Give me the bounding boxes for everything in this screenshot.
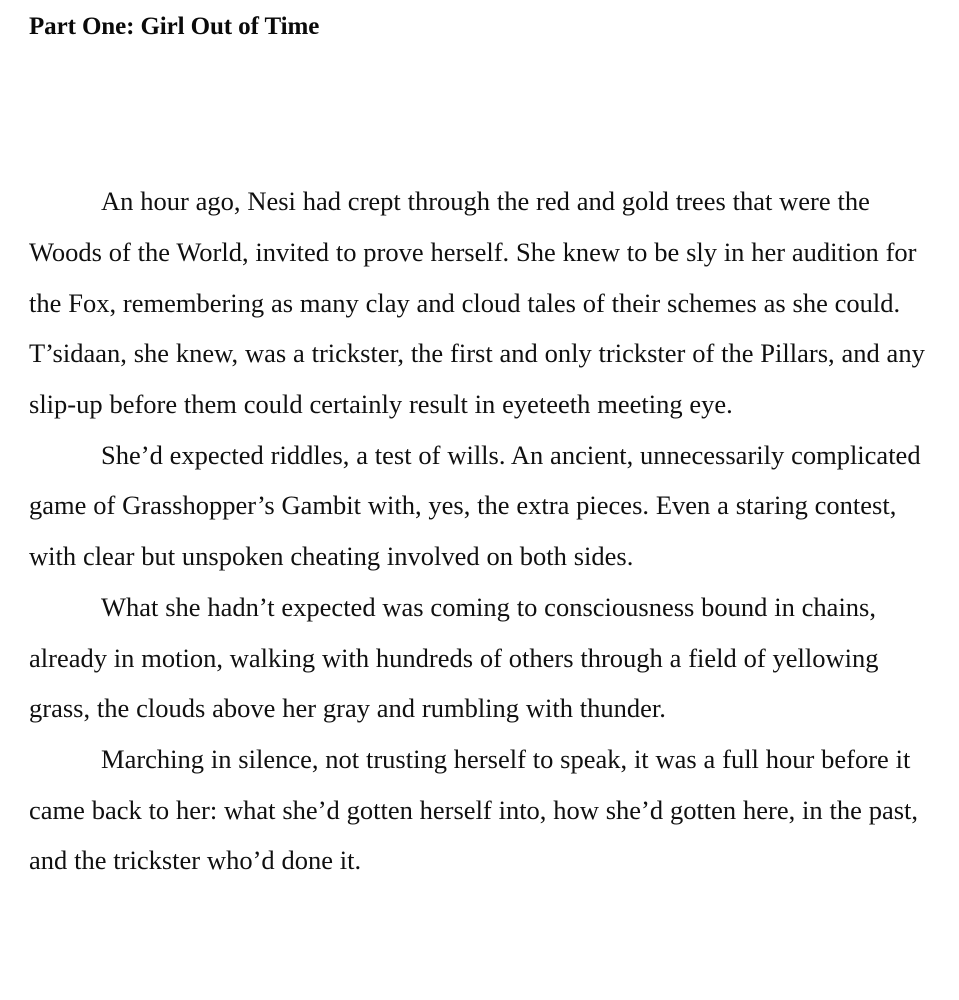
- paragraph: She’d expected riddles, a test of wills. An ancient, unnecessarily complicated game of Grasshopper’s Gambit with, yes, the extra pieces. Even a staring contest, with clear but unspoken cheating involved on both sides.: [29, 439, 921, 572]
- paragraph: What she hadn’t expected was coming to consciousness bound in chains, already in motion, walking with hundreds of others through a field of yellowing grass, the clouds above her gray and rumbling with thunder.: [29, 591, 879, 724]
- page-title: Part One: Girl Out of Time: [29, 13, 320, 40]
- body-text-block: [29, 176, 930, 886]
- paragraph: An hour ago, Nesi had crept through the red and gold trees that were the Woods of the World, invited to prove herself. She knew to be sly in her audition for the Fox, remembering as many clay and cloud tales of their schemes as she could. T’sidaan, she knew, was a trickster, the first and only trickster of the Pillars, and any slip-up before them could certainly result in eyeteeth meeting eye.: [29, 186, 925, 420]
- title-body-spacer: [29, 42, 930, 176]
- paragraph: Marching in silence, not trusting herself to speak, it was a full hour before it came back to her: what she’d gotten herself into, how she’d gotten here, in the past, and the trickster who’d done it.: [29, 743, 919, 876]
